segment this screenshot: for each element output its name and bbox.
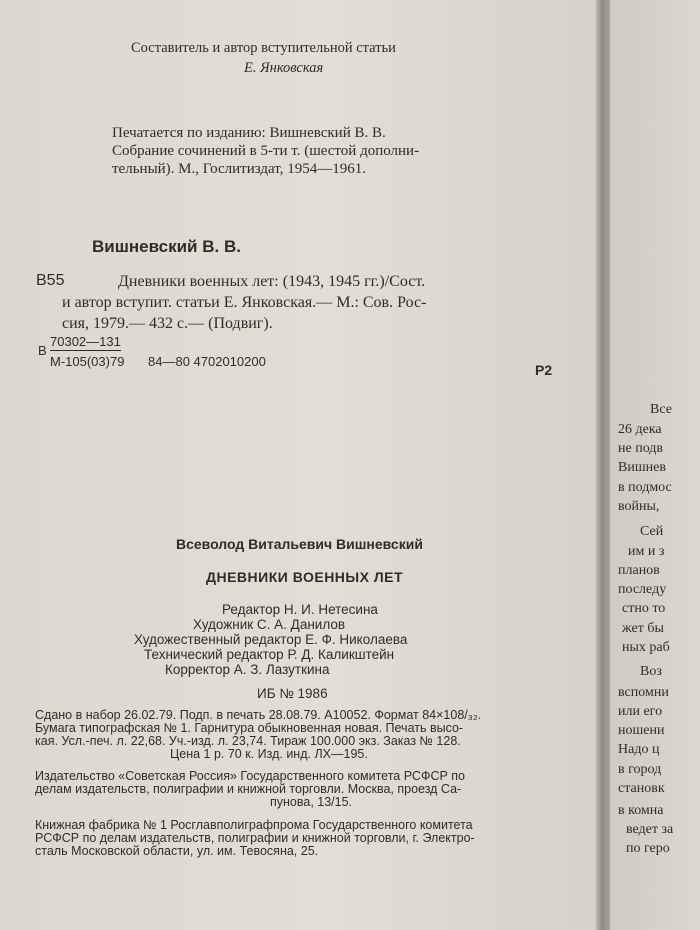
index-prefix: В [38, 343, 47, 358]
publisher-line: Издательство «Советская Россия» Государственного комитета РСФСР по [35, 769, 466, 783]
imprint-title: ДНЕВНИКИ ВОЕННЫХ ЛЕТ [206, 569, 404, 585]
right-page-fragment: становк [618, 781, 665, 796]
catalog-code: В55 [36, 272, 65, 289]
right-page-fragment: планов [618, 563, 660, 578]
source-note-line: Печатается по изданию: Вишневский В. В. [112, 125, 386, 141]
right-page-fragment: Воз [640, 664, 662, 679]
right-page-fragment: вспомни [618, 685, 669, 700]
imprint-author: Всеволод Витальевич Вишневский [176, 536, 423, 552]
credit-line: Корректор А. З. Лазуткина [165, 662, 330, 677]
right-page-fragment: войны, [618, 499, 660, 514]
credit-line: Художественный редактор Е. Ф. Николаева [134, 632, 408, 647]
right-page-fragment: им и з [628, 544, 665, 559]
index-tail: 84—80 4702010200 [148, 354, 266, 369]
classification-code: Р2 [535, 362, 553, 378]
right-page-fragment: в город [618, 762, 662, 777]
compiler-name: Е. Янковская [244, 60, 324, 76]
right-page-fragment: Все [650, 402, 672, 417]
compiler-label: Составитель и автор вступительной статьи [131, 40, 396, 56]
right-page-fragment: в подмос [618, 480, 672, 495]
print-detail-line: кая. Усл.-печ. л. 22,68. Уч.-изд. л. 23,74. Тираж 100.000 экз. Заказ № 128. [35, 734, 461, 748]
right-page-fragment: жет бы [622, 621, 664, 636]
print-detail-line: Цена 1 р. 70 к. Изд. инд. ЛХ—195. [170, 747, 368, 761]
right-page-fragment: по геро [626, 841, 670, 856]
book-gutter [596, 0, 610, 930]
print-detail-line: Сдано в набор 26.02.79. Подп. в печать 28.08.79. А10052. Формат 84×108/₃₂. [35, 708, 482, 722]
catalog-description-line: Дневники военных лет: (1943, 1945 гг.)/Сост. [118, 273, 426, 290]
printer-line: сталь Московской области, ул. им. Тевосяна, 25. [35, 844, 319, 858]
right-page-fragment: стно то [622, 601, 666, 616]
credit-line: Технический редактор Р. Д. Каликштейн [144, 647, 395, 662]
printer-line: Книжная фабрика № 1 Росглавполиграфпрома Государственного комитета [35, 818, 473, 832]
publisher-line: делам издательств, полиграфии и книжной торговли. Москва, проезд Са- [35, 782, 462, 796]
right-page-fragment: ношени [618, 723, 665, 738]
publisher-line: пунова, 13/15. [270, 795, 353, 809]
right-page-fragment: ных раб [622, 640, 670, 655]
credit-line: Художник С. А. Данилов [193, 617, 346, 632]
index-top: 70302—131 [50, 334, 121, 349]
printer-line: РСФСР по делам издательств, полиграфии и книжной торговли, г. Электро- [35, 831, 475, 845]
catalog-description-line: сия, 1979.— 432 с.— (Подвиг). [62, 315, 273, 332]
right-page-fragment: Вишнев [618, 460, 666, 475]
source-note-line: Собрание сочинений в 5-ти т. (шестой дополни- [112, 143, 420, 159]
catalog-description-line: и автор вступит. статьи Е. Янковская.— М.: Сов. Рос- [62, 294, 427, 311]
right-page-fragment: ведет за [626, 822, 674, 837]
right-page-fragment: Сей [640, 524, 664, 539]
right-page-fragment: последу [618, 582, 667, 597]
index-bottom: М-105(03)79 [50, 354, 125, 369]
source-note-line: тельный). М., Гослитиздат, 1954—1961. [112, 161, 366, 177]
right-page-fragment: не подв [618, 441, 664, 456]
right-page-fragment: Надо ц [618, 742, 660, 757]
credit-line: Редактор Н. И. Нетесина [222, 602, 378, 617]
right-page-fragment: в комна [618, 803, 664, 818]
print-detail-line: Бумага типографская № 1. Гарнитура обыкновенная новая. Печать высо- [35, 721, 464, 735]
ib-number: ИБ № 1986 [257, 686, 328, 701]
right-page-fragment: или его [618, 704, 663, 719]
right-page [610, 0, 700, 930]
catalog-author: Вишневский В. В. [92, 237, 241, 256]
right-page-fragment: 26 дека [618, 422, 662, 437]
